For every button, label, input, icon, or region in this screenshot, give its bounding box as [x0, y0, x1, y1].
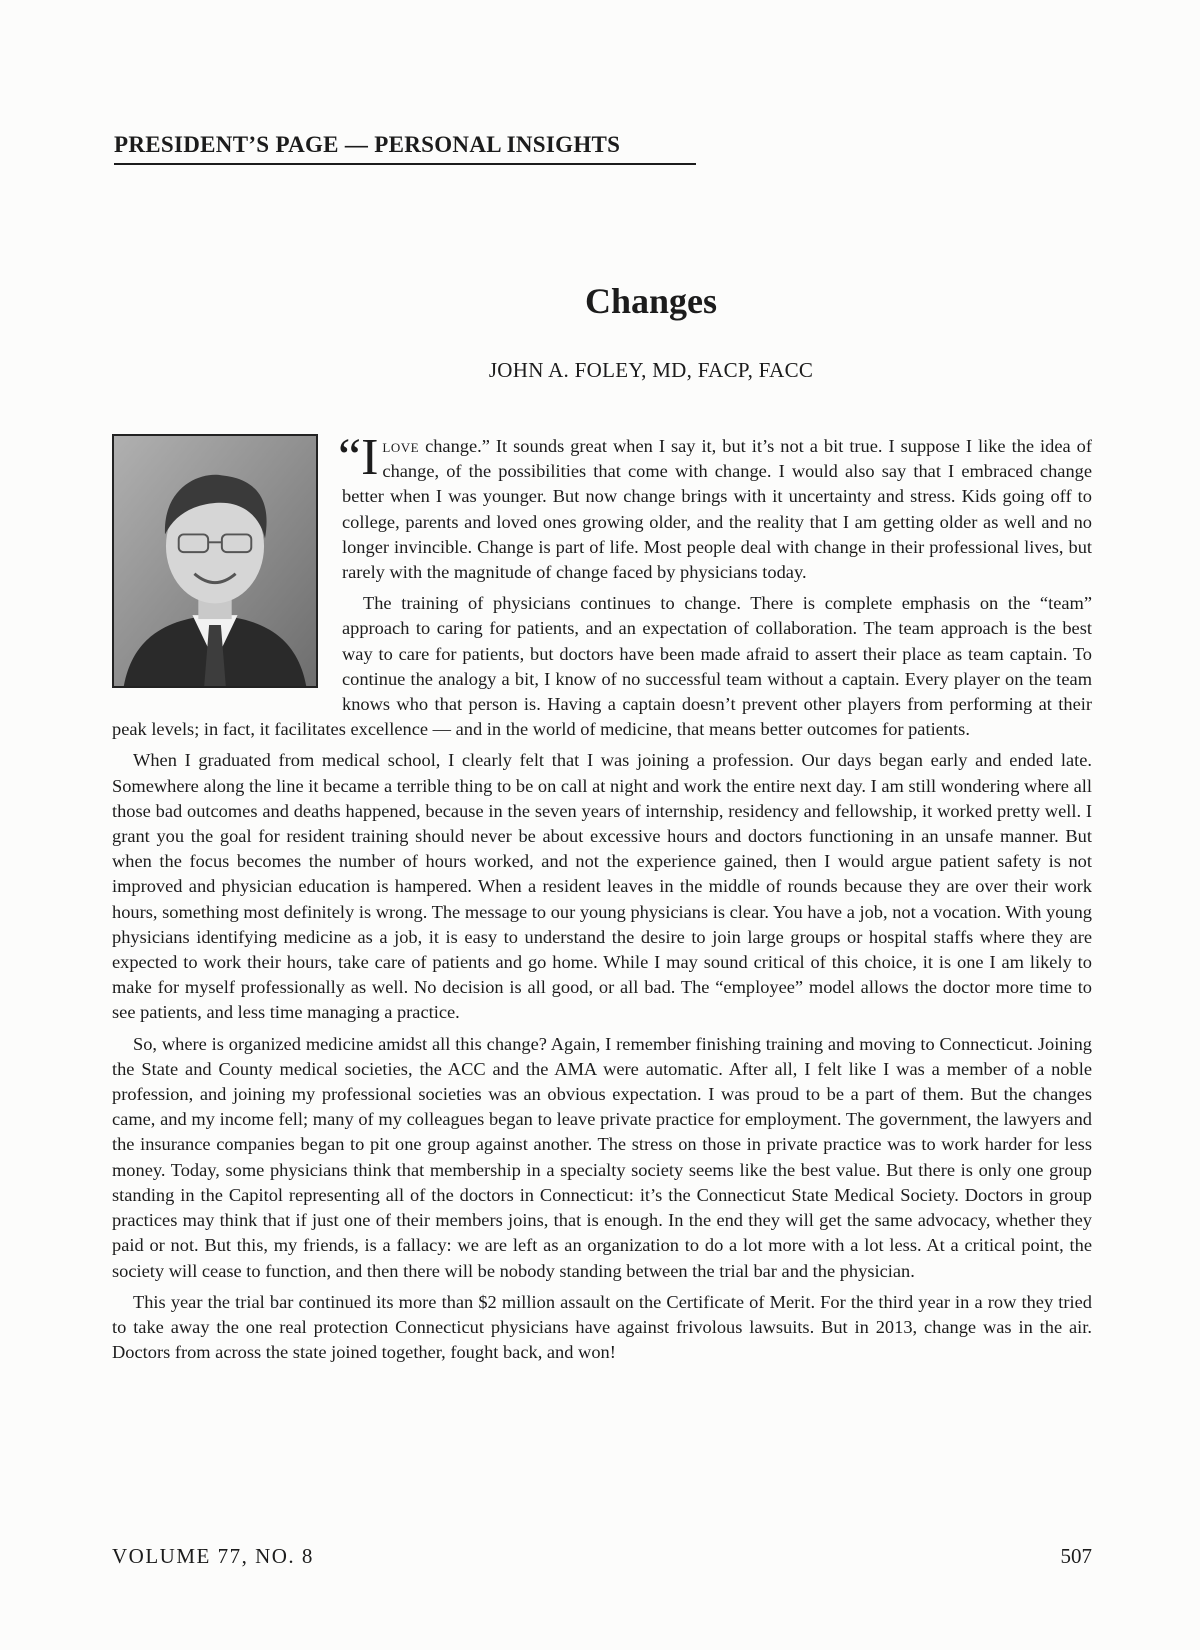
volume-number: VOLUME 77, NO. 8: [112, 1544, 314, 1568]
paragraph-3: When I graduated from medical school, I clearly felt that I was joining a profession. Our days began early and ended late. Somewhere along the line it became a terrible thing to be on call at night and work the entire next day. I am still wondering where all those bad outcomes and deaths happened, because in the seven years of internship, residency and fellowship, it worked pretty well. I grant you the goal for resident training should never be about excessive hours and doctors functioning in an unsafe manner. But when the focus becomes the number of hours worked, and not the experience gained, then I would argue patient safety is not improved and physician education is hampered. When a resident leaves in the middle of rounds because they are over their work hours, something most definitely is wrong. The message to our young physicians is clear. You have a job, not a vocation. With young physicians identifying medicine as a job, it is easy to understand the desire to join large groups or hospital staffs where they are expected to work their hours, take care of patients and go home. While I may sound critical of this choice, it is one I am likely to make for myself professionally as well. No decision is all good, or all bad. The “employee” model allows the doctor more time to see patients, and less time managing a practice.: [112, 750, 1092, 1023]
author-portrait-image: [114, 436, 316, 686]
lead-smallcaps: love: [382, 436, 420, 456]
page-number: 507: [1060, 1544, 1092, 1568]
article-title: Changes: [584, 281, 718, 321]
paragraph-1-text: change.” It sounds great when I say it, but it’s not a bit true. I suppose I like the idea of change, of the possibilities that come with change. I would also say that I embraced change better when I was younger. But now change brings with it uncertainty and stress. Kids going off to college, parents and loved ones growing older, and the reality that I am getting older as well and no longer invincible. Change is part of life. Most people deal with change in their professional lives, but rarely with the magnitude of change faced by physicians today.: [342, 436, 1092, 583]
article-author: JOHN A. FOLEY, MD, FACP, FACC: [488, 358, 814, 382]
paragraph-5: This year the trial bar continued its more than $2 million assault on the Certificate of Merit. For the third year in a row they tried to take away the one real protection Connecticut physicians have against frivolous lawsuits. But in 2013, change was in the air. Doctors from across the state joined together, fought back, and won!: [112, 1291, 1092, 1363]
dropcap: “I: [338, 429, 379, 486]
article-body: [112, 429, 1092, 1371]
paragraph-4: So, where is organized medicine amidst all this change? Again, I remember finishing training and moving to Connecticut. Joining the State and County medical societies, the ACC and the AMA were automatic. After all, I felt like I was a member of a noble profession, and joining my professional societies was an obvious expectation. I was proud to be a part of them. But the changes came, and my income fell; many of my colleagues began to leave private practice for employment. The government, the lawyers and the insurance companies began to pit one group against another. The stress on those in private practice was to work harder for less money. Today, some physicians think that membership in a specialty society seems like the best value. But there is only one group standing in the Capitol representing all of the doctors in Connecticut: it’s the Connecticut State Medical Society. Doctors in group practices may think that if just one of their members joins, that is enough. In the end they will get the same advocacy, whether they paid or not. But this, my friends, is a fallacy: we are left as an organization to do a lot more with a lot less. At a critical point, the society will cease to function, and then there will be nobody standing between the trial bar and the physician.: [112, 1033, 1092, 1281]
paragraph-2: The training of physicians continues to change. There is complete emphasis on the “team” approach to caring for patients, and an expectation of collaboration. The team approach is the best way to care for patients, but doctors have been made afraid to assert their place as team captain. To continue the analogy a bit, I know of no successful team without a captain. Every player on the team knows who that person is. Having a captain doesn’t prevent other players from performing at their peak levels; in fact, it facilitates excellence — and in the world of medicine, that means better outcomes for patients.: [112, 593, 1092, 740]
author-photo: [112, 434, 318, 688]
section-header: PRESIDENT’S PAGE — PERSONAL INSIGHTS: [114, 132, 696, 165]
